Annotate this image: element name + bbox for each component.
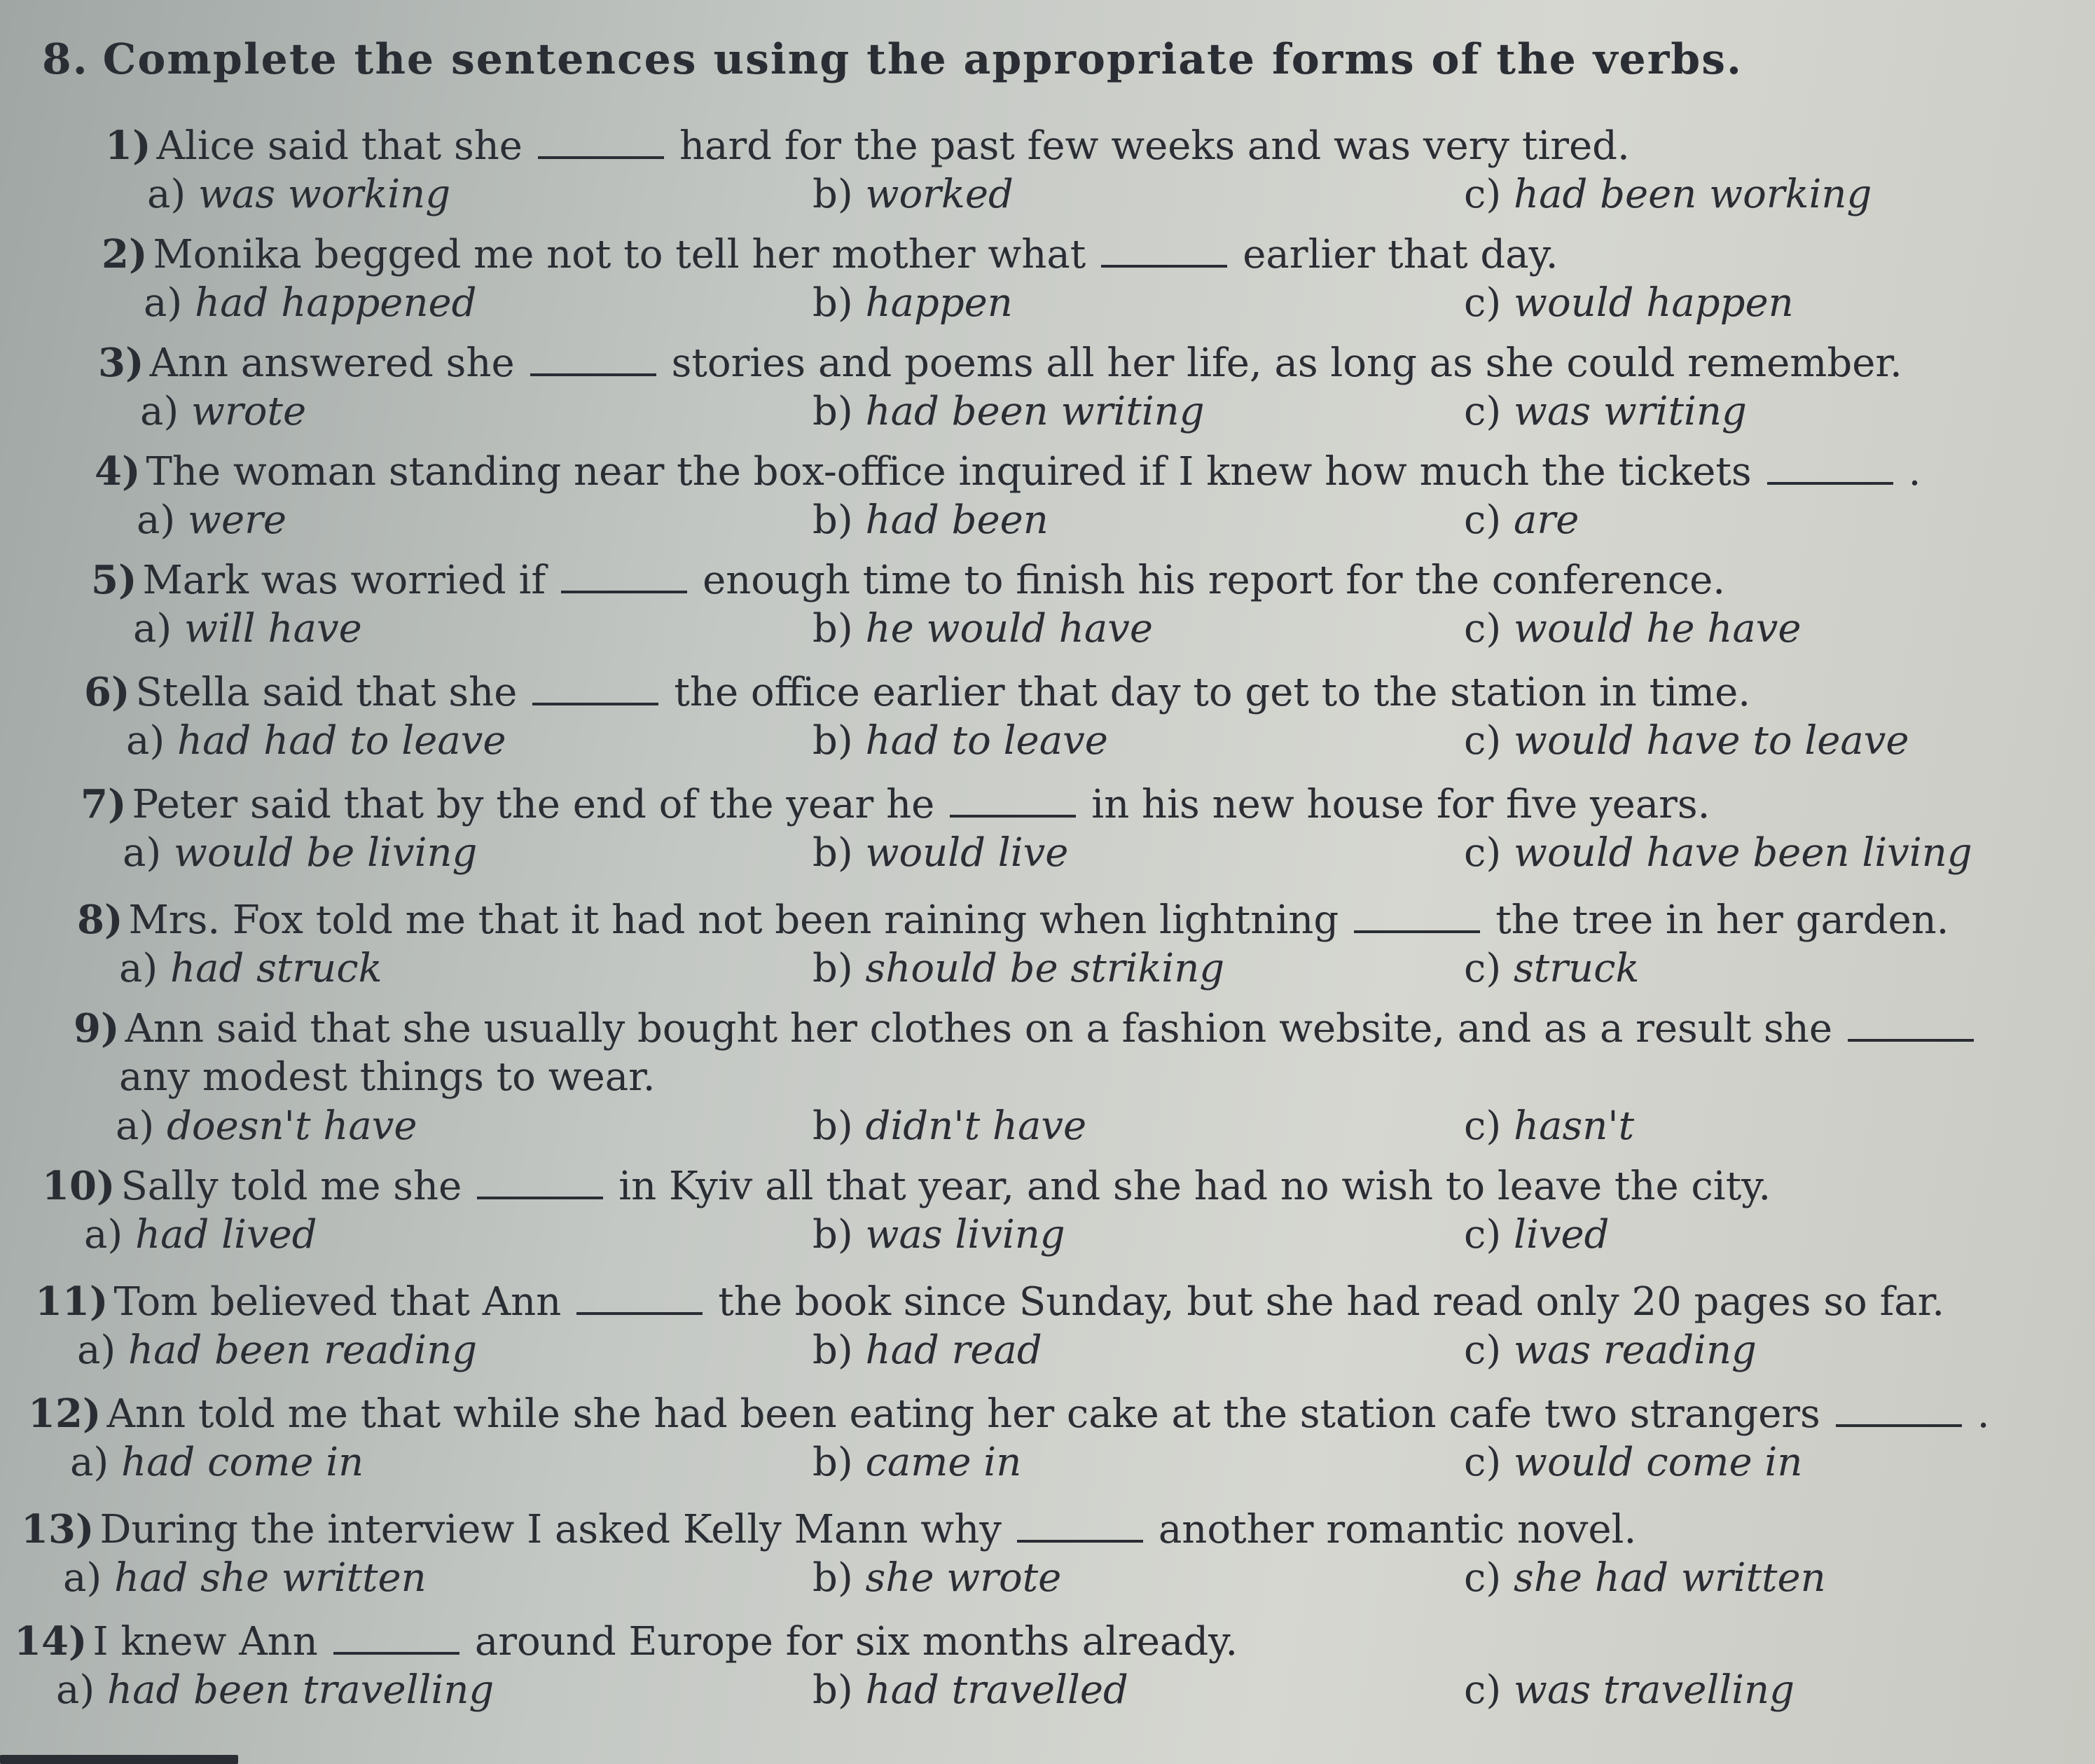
question-5-sentence	[91, 557, 1726, 603]
question-14-sentence	[14, 1618, 1238, 1665]
option-letter: b)	[813, 280, 853, 326]
option-text: had happened	[195, 280, 477, 326]
option-b[interactable]	[813, 606, 1154, 652]
question-number: 3)	[98, 340, 144, 386]
option-b[interactable]	[813, 830, 1069, 876]
sentence-end: in Kyiv all that year, and she had no wish to leave the city.	[618, 1164, 1771, 1209]
sentence-start: Sally told me she	[120, 1164, 462, 1209]
sentence-end: .	[1977, 1391, 1990, 1437]
option-letter: b)	[813, 718, 853, 764]
option-b[interactable]	[813, 1667, 1128, 1713]
sentence-start: Tom believed that Ann	[113, 1279, 562, 1325]
option-letter: c)	[1464, 172, 1502, 217]
option-letter: c)	[1464, 1212, 1502, 1257]
option-b[interactable]	[813, 280, 1013, 326]
option-text: was living	[865, 1212, 1065, 1257]
option-letter: b)	[813, 389, 853, 434]
option-a[interactable]	[70, 1440, 364, 1485]
question-4-sentence	[95, 448, 1921, 495]
sentence-start: Ann said that she usually bought her clothes on a fashion website, and as a result she	[125, 1006, 1832, 1052]
option-c[interactable]	[1464, 1328, 1757, 1373]
option-a[interactable]	[119, 946, 382, 991]
option-text: was reading	[1514, 1328, 1757, 1373]
option-c[interactable]	[1464, 1555, 1826, 1601]
option-a[interactable]	[63, 1555, 427, 1601]
option-letter: a)	[56, 1667, 95, 1713]
option-letter: a)	[123, 830, 162, 876]
option-text: he would have	[865, 606, 1154, 652]
option-letter: b)	[813, 606, 853, 652]
question-number: 14)	[14, 1618, 88, 1665]
option-letter: a)	[140, 389, 179, 434]
question-6-sentence	[84, 669, 1751, 715]
sentence-start: I knew Ann	[92, 1619, 318, 1665]
option-b[interactable]	[813, 1555, 1062, 1601]
question-number: 2)	[102, 231, 148, 277]
option-letter: b)	[813, 1667, 853, 1713]
option-c[interactable]	[1464, 718, 1909, 764]
option-letter: a)	[77, 1328, 116, 1373]
option-c[interactable]	[1464, 1667, 1795, 1713]
option-text: happen	[865, 280, 1013, 326]
sentence-continuation: any modest things to wear.	[119, 1054, 656, 1100]
option-letter: c)	[1464, 606, 1502, 652]
option-text: should be striking	[865, 946, 1225, 991]
sentence-end: enough time to finish his report for the conference.	[703, 558, 1726, 603]
option-c[interactable]	[1464, 1103, 1635, 1149]
question-10-sentence	[42, 1163, 1771, 1209]
option-text: she had written	[1514, 1555, 1826, 1601]
question-7-sentence	[81, 781, 1710, 827]
question-number: 9)	[74, 1005, 120, 1052]
option-letter: c)	[1464, 1440, 1502, 1485]
question-1-sentence	[105, 123, 1630, 169]
option-c[interactable]	[1464, 946, 1640, 991]
option-a[interactable]	[137, 497, 287, 543]
option-letter: c)	[1464, 389, 1502, 434]
option-text: came in	[865, 1440, 1022, 1485]
option-text: are	[1514, 497, 1579, 543]
question-11-sentence	[35, 1279, 1945, 1325]
option-letter: c)	[1464, 1555, 1502, 1601]
option-letter: c)	[1464, 280, 1502, 326]
option-text: was writing	[1514, 389, 1747, 434]
option-text: would come in	[1514, 1440, 1803, 1485]
option-letter: a)	[70, 1440, 109, 1485]
option-letter: b)	[813, 172, 853, 217]
option-letter: c)	[1464, 1667, 1502, 1713]
sentence-end: the office earlier that day to get to the station in time.	[674, 670, 1751, 715]
option-text: had been	[865, 497, 1049, 543]
option-text: would have to leave	[1514, 718, 1909, 764]
option-text: had lived	[135, 1212, 317, 1257]
option-c[interactable]	[1464, 830, 1972, 876]
option-text: had to leave	[865, 718, 1108, 764]
question-number: 12)	[28, 1391, 102, 1437]
option-a[interactable]	[123, 830, 478, 876]
answer-blank[interactable]	[1354, 909, 1480, 933]
option-text: would happen	[1514, 280, 1794, 326]
option-text: was working	[198, 172, 451, 217]
answer-blank[interactable]	[576, 1291, 703, 1315]
question-number: 10)	[42, 1163, 116, 1209]
option-a[interactable]	[77, 1328, 478, 1373]
sentence-start: Peter said that by the end of the year he	[132, 782, 935, 827]
option-letter: a)	[84, 1212, 123, 1257]
option-a[interactable]	[147, 172, 451, 217]
answer-blank[interactable]	[1848, 1018, 1974, 1042]
option-b[interactable]	[813, 1328, 1042, 1373]
option-c[interactable]	[1464, 606, 1802, 652]
question-number: 6)	[84, 669, 130, 715]
option-letter: a)	[63, 1555, 102, 1601]
option-c[interactable]	[1464, 497, 1579, 543]
option-letter: b)	[813, 830, 853, 876]
option-letter: b)	[813, 497, 853, 543]
answer-blank[interactable]	[1836, 1403, 1962, 1427]
question-number: 8)	[77, 897, 123, 943]
option-text: had she written	[114, 1555, 427, 1601]
option-a[interactable]	[126, 718, 506, 764]
option-text: was travelling	[1514, 1667, 1795, 1713]
option-b[interactable]	[813, 497, 1049, 543]
answer-blank[interactable]	[561, 570, 687, 593]
question-3-sentence	[98, 340, 1902, 386]
option-a[interactable]	[116, 1103, 417, 1149]
option-c[interactable]	[1464, 1212, 1610, 1257]
option-c[interactable]	[1464, 1440, 1803, 1485]
option-c[interactable]	[1464, 172, 1872, 217]
exercise-number: 8.	[42, 35, 89, 84]
sentence-end: the book since Sunday, but she had read only 20 pages so far.	[718, 1279, 1945, 1325]
option-letter: c)	[1464, 1328, 1502, 1373]
sentence-start: Alice said that she	[156, 123, 523, 169]
option-letter: a)	[137, 497, 176, 543]
option-text: will have	[184, 606, 362, 652]
question-2-sentence	[102, 231, 1558, 277]
question-number: 13)	[21, 1506, 95, 1552]
option-text: lived	[1514, 1212, 1610, 1257]
option-text: would he have	[1514, 606, 1802, 652]
option-letter: b)	[813, 1328, 853, 1373]
option-b[interactable]	[813, 389, 1205, 434]
sentence-start: The woman standing near the box-office inquired if I knew how much the tickets	[146, 449, 1752, 495]
sentence-end: stories and poems all her life, as long as she could remember.	[671, 340, 1902, 386]
sentence-start: Ann told me that while she had been eating her cake at the station cafe two strangers	[106, 1391, 1820, 1437]
sentence-end: hard for the past few weeks and was very tired.	[679, 123, 1630, 169]
question-8-sentence	[77, 897, 1949, 943]
answer-blank[interactable]	[532, 682, 658, 705]
option-a[interactable]	[133, 606, 362, 652]
option-text: had had to leave	[177, 718, 506, 764]
sentence-start: Ann answered she	[149, 340, 515, 386]
exercise-heading	[42, 35, 1743, 84]
option-b[interactable]	[813, 946, 1225, 991]
exercise-instruction: Complete the sentences using the appropriate forms of the verbs.	[102, 35, 1743, 84]
option-text: doesn't have	[167, 1103, 417, 1149]
option-a[interactable]	[140, 389, 307, 434]
option-letter: a)	[133, 606, 172, 652]
option-text: she wrote	[865, 1555, 1062, 1601]
option-text: had been working	[1514, 172, 1872, 217]
option-text: had struck	[170, 946, 382, 991]
option-text: would be living	[174, 830, 478, 876]
question-9-sentence	[74, 1005, 1989, 1052]
option-letter: c)	[1464, 946, 1502, 991]
option-letter: c)	[1464, 718, 1502, 764]
option-a[interactable]	[56, 1667, 495, 1713]
option-letter: c)	[1464, 830, 1502, 876]
question-number: 1)	[105, 123, 151, 169]
answer-blank[interactable]	[1767, 461, 1893, 485]
question-13-sentence	[21, 1506, 1637, 1552]
option-text: hasn't	[1514, 1103, 1635, 1149]
option-letter: b)	[813, 1212, 853, 1257]
sentence-start: Stella said that she	[135, 670, 518, 715]
option-text: worked	[865, 172, 1014, 217]
option-b[interactable]	[813, 1440, 1022, 1485]
answer-blank[interactable]	[1017, 1519, 1143, 1543]
option-text: had read	[865, 1328, 1042, 1373]
sentence-start: Mrs. Fox told me that it had not been raining when lightning	[128, 897, 1339, 943]
option-text: were	[188, 497, 287, 543]
option-text: wrote	[191, 389, 307, 434]
option-b[interactable]	[813, 718, 1108, 764]
sentence-end: .	[1908, 449, 1921, 495]
sentence-end: another romantic novel.	[1158, 1507, 1637, 1552]
option-c[interactable]	[1464, 280, 1794, 326]
option-letter: a)	[119, 946, 158, 991]
sentence-end: the tree in her garden.	[1495, 897, 1949, 943]
option-letter: c)	[1464, 1103, 1502, 1149]
option-letter: b)	[813, 1440, 853, 1485]
option-text: had been reading	[128, 1328, 478, 1373]
option-letter: a)	[144, 280, 183, 326]
option-text: had been writing	[865, 389, 1205, 434]
option-letter: b)	[813, 1555, 853, 1601]
option-text: would live	[865, 830, 1069, 876]
question-number: 5)	[91, 557, 137, 603]
question-number: 11)	[35, 1279, 109, 1325]
question-number: 7)	[81, 781, 127, 827]
answer-blank[interactable]	[477, 1176, 603, 1199]
option-letter: a)	[126, 718, 165, 764]
sentence-start: Monika begged me not to tell her mother what	[153, 232, 1086, 277]
option-b[interactable]	[813, 1212, 1065, 1257]
option-text: didn't have	[865, 1103, 1087, 1149]
option-c[interactable]	[1464, 389, 1747, 434]
next-section-heading-fragment	[0, 1755, 238, 1764]
option-text: had come in	[121, 1440, 364, 1485]
answer-blank[interactable]	[950, 794, 1076, 818]
sentence-end: around Europe for six months already.	[474, 1619, 1238, 1665]
answer-blank[interactable]	[333, 1631, 459, 1655]
option-b[interactable]	[813, 172, 1014, 217]
answer-blank[interactable]	[538, 135, 664, 159]
option-a[interactable]	[144, 280, 477, 326]
option-text: would have been living	[1514, 830, 1972, 876]
sentence-start: Mark was worried if	[142, 558, 546, 603]
option-a[interactable]	[84, 1212, 317, 1257]
sentence-start: During the interview I asked Kelly Mann why	[99, 1507, 1002, 1552]
sentence-end: in his new house for five years.	[1091, 782, 1710, 827]
question-12-sentence	[28, 1391, 1990, 1437]
option-letter: b)	[813, 1103, 853, 1149]
option-letter: a)	[116, 1103, 155, 1149]
option-text: struck	[1514, 946, 1640, 991]
option-letter: b)	[813, 946, 853, 991]
question-number: 4)	[95, 448, 141, 495]
option-text: had travelled	[865, 1667, 1128, 1713]
option-b[interactable]	[813, 1103, 1087, 1149]
sentence-end: earlier that day.	[1243, 232, 1558, 277]
answer-blank[interactable]	[530, 352, 656, 376]
option-text: had been travelling	[107, 1667, 495, 1713]
option-letter: c)	[1464, 497, 1502, 543]
answer-blank[interactable]	[1101, 244, 1227, 268]
option-letter: a)	[147, 172, 186, 217]
